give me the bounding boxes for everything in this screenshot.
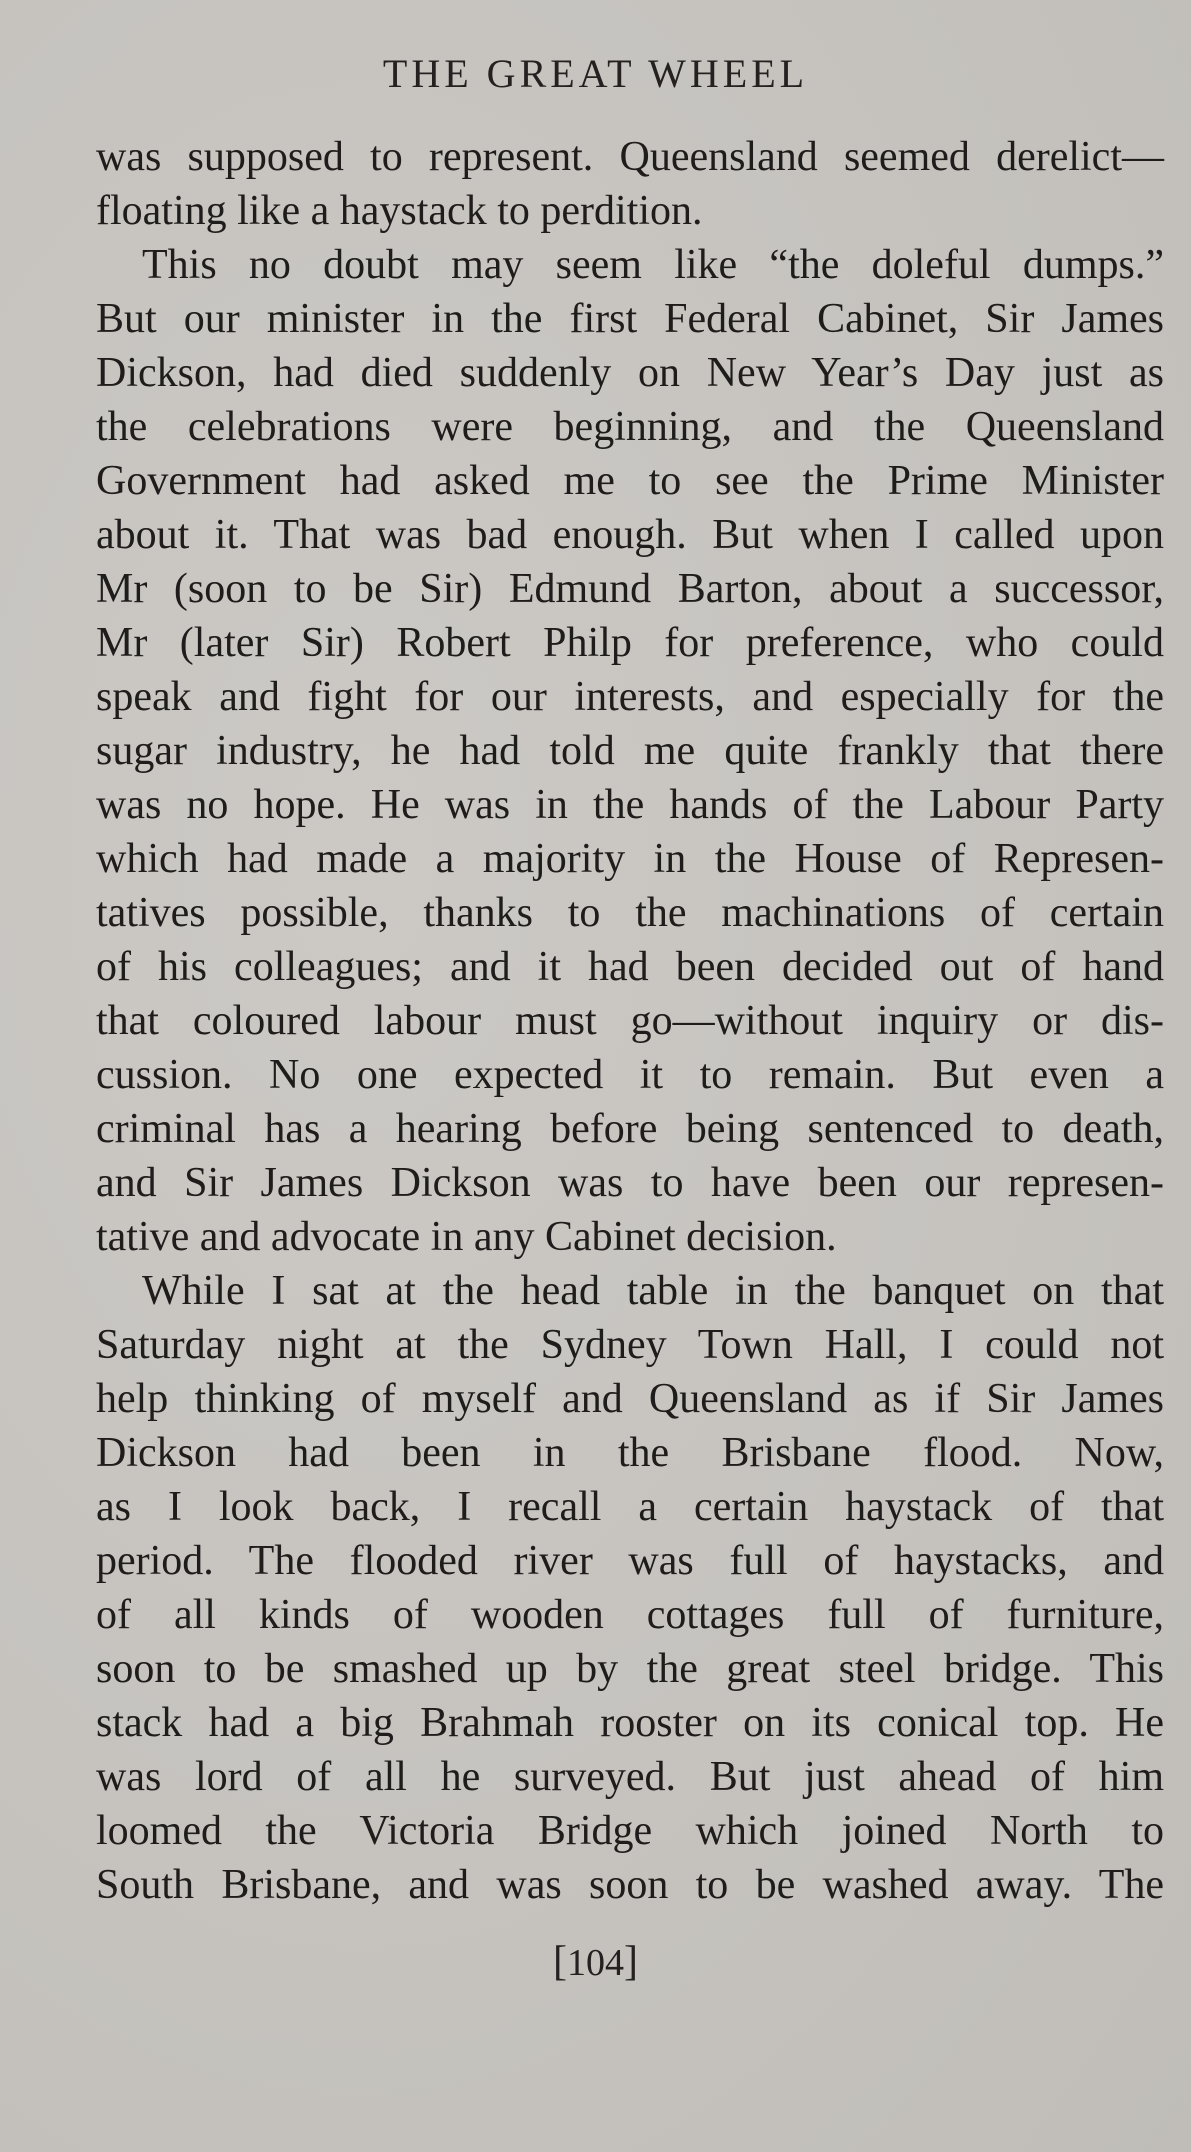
text-line: help thinking of myself and Queensland as if Sir James xyxy=(96,1376,1164,1422)
paragraph xyxy=(96,1264,1164,1912)
text-line: that coloured labour must go—without inquiry or dis- xyxy=(96,998,1164,1044)
text-line: Government had asked me to see the Prime Minister xyxy=(96,458,1164,504)
text-line: was supposed to represent. Queensland seemed derelict— xyxy=(96,134,1164,180)
text-line: stack had a big Brahmah rooster on its conical top. He xyxy=(96,1700,1164,1746)
folio-bracket-close: ] xyxy=(624,1939,638,1985)
text-line: soon to be smashed up by the great steel bridge. This xyxy=(96,1646,1164,1692)
text-line: Mr (soon to be Sir) Edmund Barton, about a successor, xyxy=(96,566,1164,612)
text-line: Saturday night at the Sydney Town Hall, I could not xyxy=(96,1322,1164,1368)
text-line: This no doubt may seem like “the doleful dumps.” xyxy=(142,242,1164,288)
text-line: speak and fight for our interests, and especially for the xyxy=(96,674,1164,720)
page-number-value: 104 xyxy=(567,1942,624,1984)
text-line: as I look back, I recall a certain haystack of that xyxy=(96,1484,1164,1530)
text-line: But our minister in the first Federal Cabinet, Sir James xyxy=(96,296,1164,342)
running-head: THE GREAT WHEEL xyxy=(382,51,809,96)
text-line: Mr (later Sir) Robert Philp for preference, who could xyxy=(96,620,1164,666)
text-line: about it. That was bad enough. But when I called upon xyxy=(96,512,1164,558)
text-line: was no hope. He was in the hands of the Labour Party xyxy=(96,782,1164,828)
text-line: tatives possible, thanks to the machinations of certain xyxy=(96,890,1164,936)
text-line: which had made a majority in the House of Represen- xyxy=(96,836,1164,882)
text-line: tative and advocate in any Cabinet decision. xyxy=(96,1214,837,1260)
text-line: and Sir James Dickson was to have been our represen- xyxy=(96,1160,1164,1206)
text-line: period. The flooded river was full of haystacks, and xyxy=(96,1538,1164,1584)
text-line: of all kinds of wooden cottages full of furniture, xyxy=(96,1592,1164,1638)
text-line: floating like a haystack to perdition. xyxy=(96,188,703,234)
text-line: Dickson had been in the Brisbane flood. Now, xyxy=(96,1430,1164,1476)
body-text xyxy=(96,130,1164,1912)
text-line: of his colleagues; and it had been decided out of hand xyxy=(96,944,1164,990)
text-line: loomed the Victoria Bridge which joined North to xyxy=(96,1808,1164,1854)
text-line: Dickson, had died suddenly on New Year’s Day just as xyxy=(96,350,1164,396)
text-line: sugar industry, he had told me quite frankly that there xyxy=(96,728,1164,774)
text-line: While I sat at the head table in the banquet on that xyxy=(142,1268,1164,1314)
text-line: cussion. No one expected it to remain. But even a xyxy=(96,1052,1164,1098)
paragraph xyxy=(96,238,1164,1264)
text-line: was lord of all he surveyed. But just ahead of him xyxy=(96,1754,1164,1800)
paragraph xyxy=(96,130,1164,238)
text-line: criminal has a hearing before being sentenced to death, xyxy=(96,1106,1164,1152)
text-line: South Brisbane, and was soon to be washed away. The xyxy=(96,1862,1164,1908)
page-number xyxy=(0,1938,1191,1986)
folio-bracket-open: [ xyxy=(553,1939,567,1985)
text-line: the celebrations were beginning, and the Queensland xyxy=(96,404,1164,450)
